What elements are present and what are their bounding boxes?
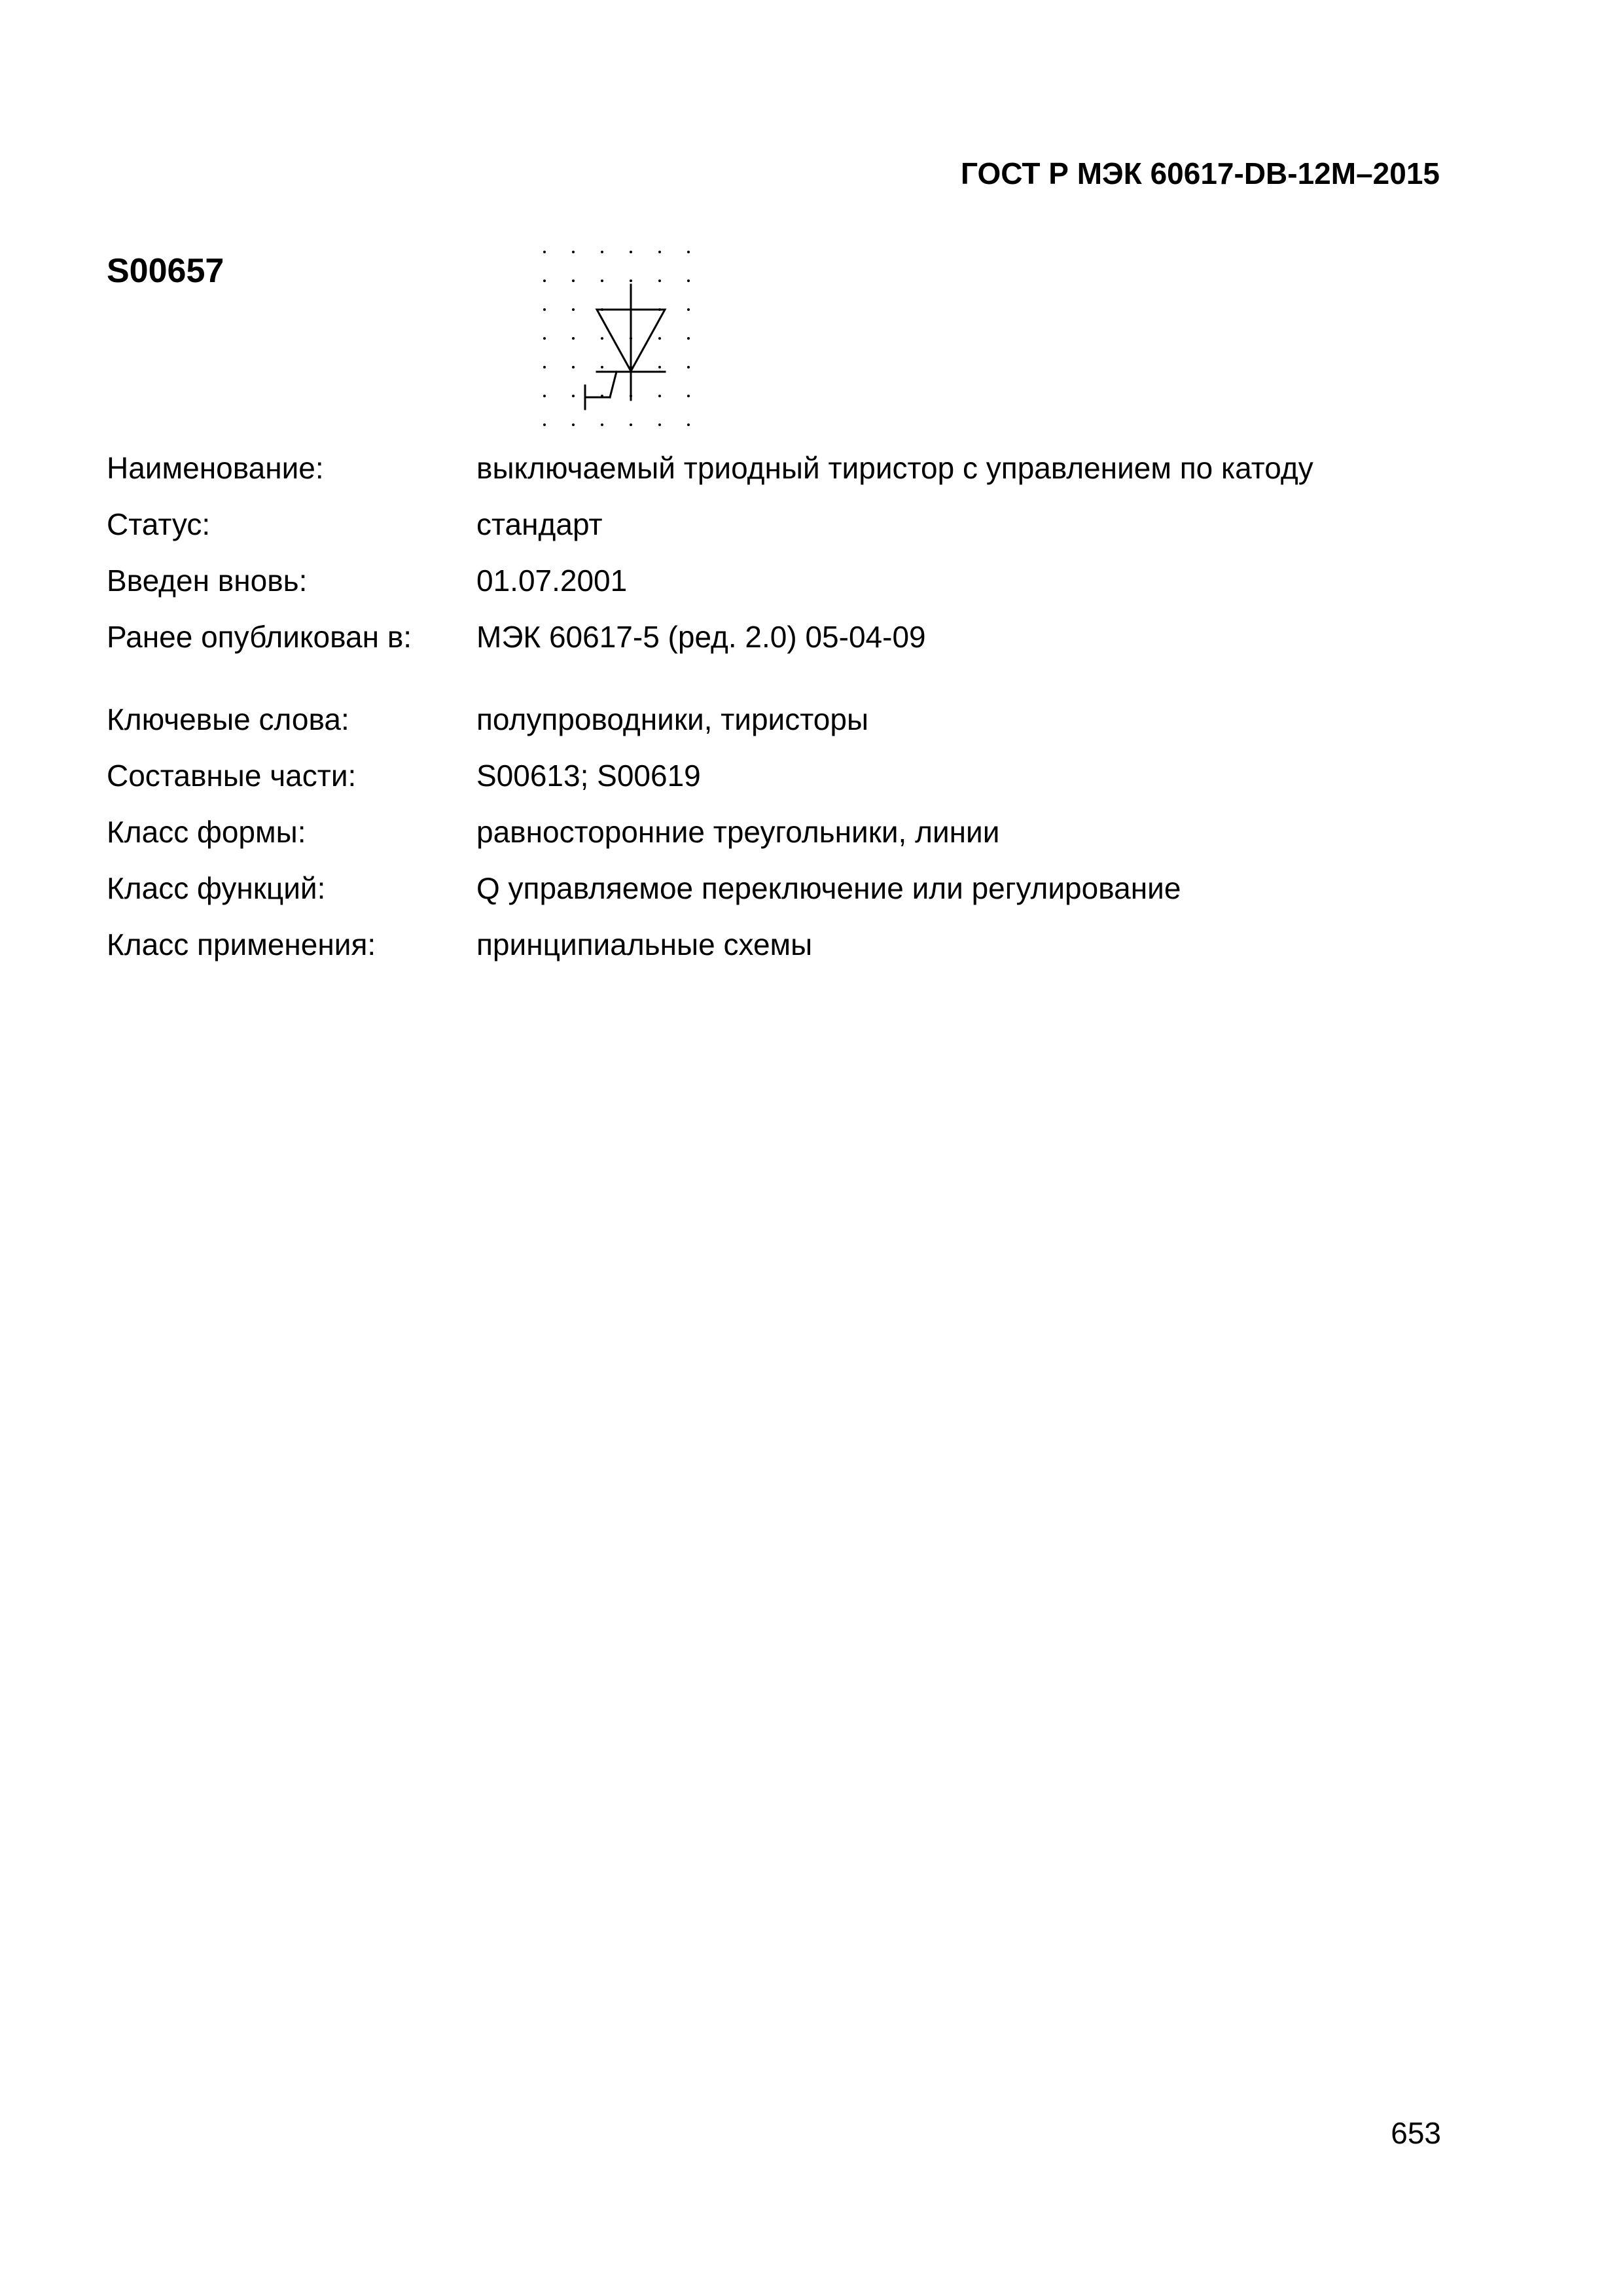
property-label: Введен вновь:: [107, 564, 308, 598]
property-row-function-class: [107, 860, 1442, 916]
document-standard-header: ГОСТ Р МЭК 60617-DB-12M–2015: [961, 156, 1440, 190]
property-label: Ранее опубликован в:: [107, 620, 412, 654]
property-label: Класс применения:: [107, 927, 376, 961]
property-label: Составные части:: [107, 759, 357, 793]
property-value: S00613; S00619: [476, 759, 701, 793]
property-label: Ключевые слова:: [107, 702, 349, 736]
property-value: 01.07.2001: [476, 564, 628, 598]
property-label: Класс функций:: [107, 871, 326, 905]
page-number: 653: [1391, 2116, 1441, 2150]
thyristor-symbol: [585, 285, 665, 409]
property-value: равносторонние треугольники, линии: [476, 815, 1000, 849]
property-value: стандарт: [476, 507, 603, 541]
property-row-previously-published: [107, 609, 1442, 665]
property-label: Статус:: [107, 507, 211, 541]
symbol-properties: [107, 440, 1442, 973]
section-spacer: [107, 665, 1442, 691]
property-value: принципиальные схемы: [476, 927, 813, 961]
property-label: Класс формы:: [107, 815, 306, 849]
property-row-name: [107, 440, 1442, 496]
property-value: Q управляемое переключение или регулирование: [476, 871, 1181, 905]
property-row-shape-class: [107, 804, 1442, 860]
property-value: полупроводники, тиристоры: [476, 702, 869, 736]
property-row-status: [107, 496, 1442, 552]
property-label: Наименование:: [107, 451, 324, 485]
property-row-introduced: [107, 552, 1442, 609]
gto-thyristor-cathode-controlled-symbol-icon: [543, 245, 700, 435]
property-row-application-class: [107, 916, 1442, 973]
property-row-components: [107, 747, 1442, 804]
grid-dots: [543, 251, 690, 426]
property-value: выключаемый триодный тиристор с управлением по катоду: [476, 451, 1313, 485]
symbol-code: S00657: [107, 252, 224, 290]
property-value: МЭК 60617-5 (ред. 2.0) 05-04-09: [476, 620, 926, 654]
property-row-keywords: [107, 691, 1442, 747]
